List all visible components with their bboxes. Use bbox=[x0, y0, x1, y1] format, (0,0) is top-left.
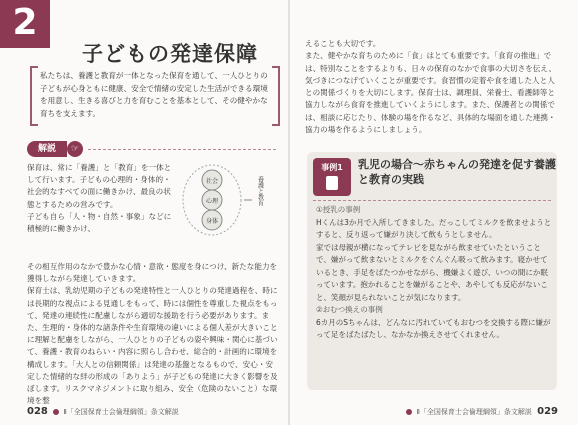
lead-bracket-right bbox=[272, 66, 280, 126]
section-label: 解説 bbox=[27, 141, 67, 157]
footer-left bbox=[27, 406, 179, 417]
case-paragraph-1: Hくんは3か月で入所してきました。だっこしてミルクを飲ませようとすると、反り返って嫌がり決して飲もうとしません。 bbox=[316, 217, 552, 239]
case-subheading-2: ②おむつ換えの事例 bbox=[316, 305, 383, 314]
body-column-narrow bbox=[27, 162, 172, 235]
paragraph-4: 保育士は、乳幼児期の子どもの発達特性と一人ひとりの発達過程を、時には長期的な視点による見通しをもって、時には個性を尊重した視点をもって、発達の連続性に配慮しながら適切な援助を行う必要があります。また、生理的・身体的な諸条件や生育環境の違いによる個人差が大きいことに理解と配慮をしながら、一人ひとりの子どもの姿や興味・関心に基づいて、養護・教育のねらい・内容に照らし合わせ、総合的・計画的に環境を構成します。「大人との信頼関係」は発達の基盤となるもので、安心・安定した情緒的な絆の形成の「ありよう」が子どもの発達に大きく影響を及ぼします。リスクマネジメントに取り組み、安全（危険のないこと）な環境を整 bbox=[27, 286, 278, 406]
diagram-label-body: 身体 bbox=[205, 218, 219, 225]
footer-right bbox=[406, 406, 558, 417]
footer-text-left: Ⅱ「全国保育士会倫理綱領」条文解説 bbox=[63, 408, 179, 416]
gutter bbox=[288, 0, 290, 425]
diagram-side-label: 養護と教育 bbox=[256, 176, 264, 206]
paragraph-1: 保育は、常に「養護」と「教育」を一体として行います。子どもの心理的・身体的・社会的なすべての面に働きかけ、最良の状態とするための営みです。 bbox=[27, 163, 172, 209]
footer-text-right: Ⅱ「全国保育士会倫理綱領」条文解説 bbox=[416, 408, 532, 416]
footer-dot-icon bbox=[406, 409, 412, 415]
case-divider bbox=[313, 200, 551, 201]
right-paragraph-1: えることも大切です。 bbox=[305, 39, 381, 48]
lead-bracket-left bbox=[30, 66, 38, 126]
case-paragraph-2: 家では母親が横になってテレビを見ながら飲ませていたということで、嫌がって飲まないとミルクをぐんぐん吸って飲みます。寝かせているとき、手足をばたつかせながら、機嫌よく遊び、いつの間にか眠っています。抱かれることを嫌がることや、あやしても反応がないこと、笑顔が見られないことが気になります。 bbox=[316, 242, 548, 302]
right-text bbox=[305, 38, 557, 136]
case-body bbox=[316, 204, 552, 342]
document-icon bbox=[326, 176, 338, 190]
diagram-label-social: 社会 bbox=[205, 178, 219, 185]
page-number-right: 029 bbox=[537, 406, 558, 417]
section-divider bbox=[88, 149, 276, 150]
paragraph-2: 子ども自ら「人・物・自然・事象」などに積極的に働きかけ、 bbox=[27, 211, 172, 234]
page-number-left: 028 bbox=[27, 406, 48, 417]
pointing-hand-icon: ☞ bbox=[67, 141, 83, 157]
case-tag bbox=[313, 158, 351, 196]
case-paragraph-3: 6カ月のSちゃんは、どんなに汚れていてもおむつを交換する際に嫌がって足をばたばたし、なかなか換えさせてくれません。 bbox=[316, 317, 551, 339]
development-diagram bbox=[172, 162, 278, 238]
case-subheading-1: ①授乳の事例 bbox=[316, 205, 361, 214]
footer-dot-icon bbox=[53, 409, 59, 415]
case-label: 事例1 bbox=[321, 163, 343, 172]
page-title: 子どもの発達保障 bbox=[82, 42, 258, 66]
body-column-wide bbox=[27, 261, 279, 407]
lead-text: 私たちは、養護と教育が一体となった保育を通して、一人ひとりの子どもが心身ともに健康、安全で情緒の安定した生活ができる環境を用意し、生きる喜びと力を育むことを基本として、その健やかな育ちを支えます。 bbox=[40, 71, 268, 118]
right-paragraph-2: また、健やかな育ちのために「食」はとても重要です。「食育の推進」では、特別なことをするよりも、日々の保育のなかで食事の大切さを伝え、気づきにつなげていくことが重要です。食習慣の定着や食を通した人と人との関係づくりを大切にします。保育士は、調理員、栄養士、看護師等と協力しながら食育を推進していくようにします。また、保護者との関係では、相談に応じたり、体験の場を作るなど、具体的な場面を通した連携・協力の場を作るようにしましょう。 bbox=[305, 51, 557, 135]
case-title: 乳児の場合～赤ちゃんの発達を促す養護と教育の実践 bbox=[358, 158, 556, 186]
paragraph-3: その相互作用のなかで豊かな心情・意欲・態度を身につけ、新たな能力を獲得しながら発達していきます。 bbox=[27, 262, 278, 284]
chapter-number: 2 bbox=[0, 0, 50, 48]
diagram-label-psych: 心理 bbox=[205, 198, 219, 205]
